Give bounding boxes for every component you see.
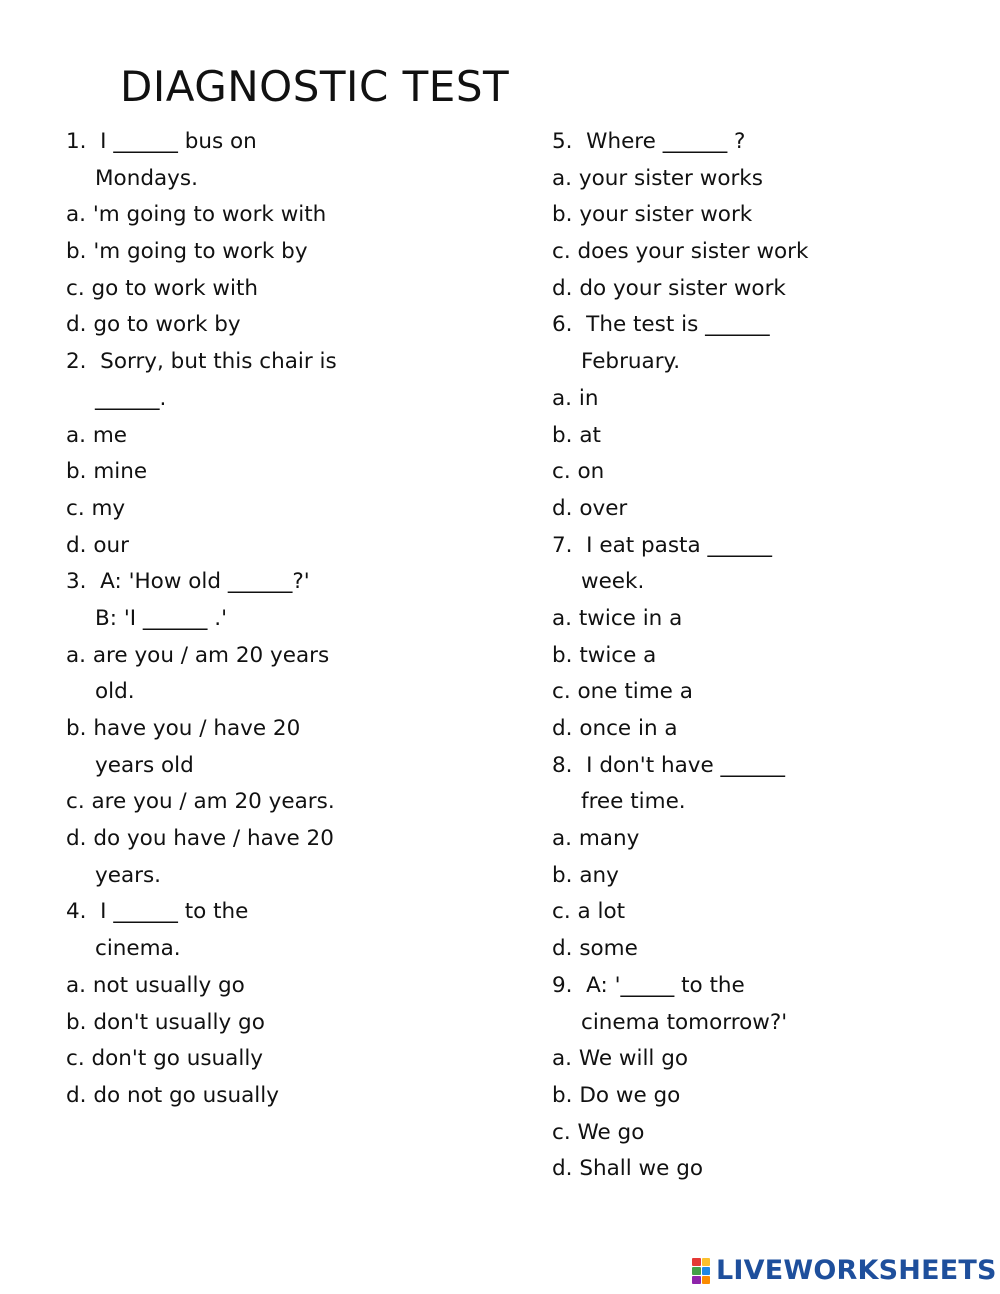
right-column-line: d. Shall we go: [552, 1156, 703, 1182]
logo-text: LIVEWORKSHEETS: [716, 1255, 997, 1286]
left-column-line: 3. A: 'How old ______?': [66, 569, 310, 595]
left-column-line: c. don't go usually: [66, 1046, 264, 1072]
right-column-line: 8. I don't have ______: [552, 752, 786, 778]
page-title: DIAGNOSTIC TEST: [120, 62, 510, 111]
left-column-line: a. 'm going to work with: [66, 202, 327, 228]
logo-square: [702, 1276, 711, 1284]
right-column-line: c. does your sister work: [552, 239, 809, 265]
right-column-line: February.: [581, 349, 681, 375]
right-column-line: d. over: [552, 495, 628, 521]
left-column-line: b. mine: [66, 459, 148, 485]
left-column-line: d. do you have / have 20: [66, 826, 334, 852]
right-column-line: a. your sister works: [552, 165, 763, 191]
right-column-line: 6. The test is ______: [552, 312, 770, 338]
right-column-line: c. a lot: [552, 899, 626, 925]
left-column-line: B: 'I ______ .': [95, 605, 227, 631]
right-column-line: a. We will go: [552, 1046, 689, 1072]
right-column-line: d. some: [552, 936, 638, 962]
right-column-line: b. twice a: [552, 642, 657, 668]
left-column-line: b. have you / have 20: [66, 716, 301, 741]
right-column-line: b. your sister work: [552, 202, 753, 228]
logo-square: [692, 1258, 701, 1266]
logo-square: [702, 1267, 711, 1275]
logo-square: [692, 1276, 701, 1284]
right-column-line: b. at: [552, 422, 601, 448]
right-column-line: b. Do we go: [552, 1082, 681, 1108]
right-column-line: a. many: [552, 826, 640, 852]
left-column-line: old.: [95, 679, 135, 705]
right-column-line: d. do your sister work: [552, 275, 786, 301]
left-column-line: b. 'm going to work by: [66, 239, 308, 265]
left-column-line: 1. I ______ bus on: [66, 129, 257, 154]
right-column-line: week.: [581, 569, 645, 595]
logo-square: [702, 1258, 711, 1266]
left-column-line: d. do not go usually: [66, 1082, 279, 1108]
liveworksheets-logo: [692, 1255, 997, 1286]
right-column-line: c. We go: [552, 1119, 645, 1145]
left-column-line: a. me: [66, 422, 128, 448]
left-column-line: d. our: [66, 532, 129, 558]
right-column-line: 9. A: '_____ to the: [552, 972, 745, 998]
left-column-line: ______.: [95, 385, 167, 411]
left-column-line: d. go to work by: [66, 312, 241, 338]
right-column-line: cinema tomorrow?': [581, 1009, 788, 1035]
left-column-line: c. are you / am 20 years.: [66, 789, 335, 815]
left-column: [66, 124, 506, 1115]
left-column-line: a. are you / am 20 years: [66, 642, 330, 668]
right-column-line: c. one time a: [552, 679, 693, 705]
left-column-line: 4. I ______ to the: [66, 899, 249, 925]
logo-square: [692, 1267, 701, 1275]
left-column-line: b. don't usually go: [66, 1009, 265, 1035]
liveworksheets-logo-icon: [692, 1258, 710, 1284]
right-column-line: d. once in a: [552, 716, 678, 741]
right-column-line: c. on: [552, 459, 605, 485]
right-column: [552, 124, 992, 1188]
right-column-line: b. any: [552, 862, 619, 888]
right-column-line: a. in: [552, 385, 599, 411]
right-column-line: a. twice in a: [552, 605, 683, 631]
left-column-line: Mondays.: [95, 165, 198, 191]
left-column-line: c. my: [66, 495, 126, 521]
left-column-line: a. not usually go: [66, 972, 245, 998]
left-column-line: years old: [95, 752, 194, 778]
right-column-line: 5. Where ______ ?: [552, 129, 746, 154]
left-column-line: 2. Sorry, but this chair is: [66, 349, 337, 375]
left-column-line: c. go to work with: [66, 275, 259, 301]
right-column-line: 7. I eat pasta ______: [552, 532, 772, 558]
left-column-line: cinema.: [95, 936, 181, 962]
left-column-line: years.: [95, 862, 162, 888]
right-column-line: free time.: [581, 789, 686, 815]
